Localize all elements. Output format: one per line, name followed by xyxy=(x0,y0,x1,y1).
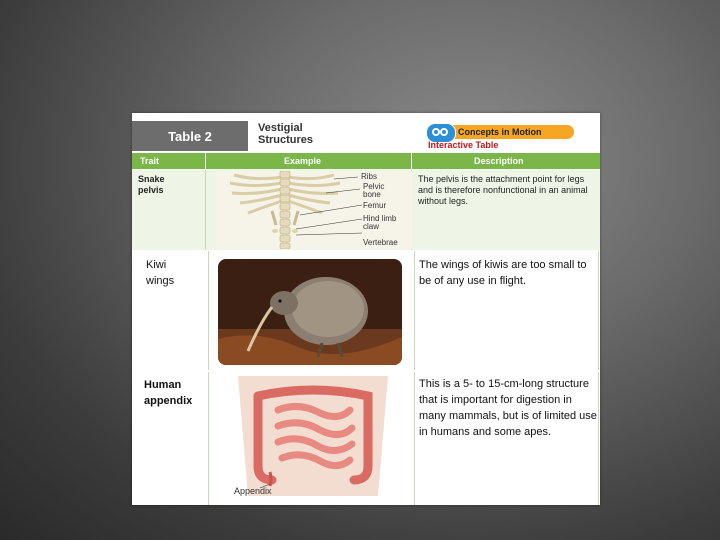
concepts-in-motion-label: Concepts in Motion xyxy=(458,127,542,137)
table-header xyxy=(132,113,600,153)
column-divider xyxy=(208,251,209,370)
svg-text:Hind limb: Hind limb xyxy=(363,214,397,223)
svg-text:Pelvic: Pelvic xyxy=(363,182,385,191)
trait-line: pelvis xyxy=(138,185,164,195)
trait-snake-pelvis xyxy=(138,174,165,196)
trait-human-appendix xyxy=(144,377,192,409)
trait-kiwi-wings xyxy=(146,257,174,289)
table-number-label: Table 2 xyxy=(132,121,248,151)
table-title-line2: Structures xyxy=(258,134,314,146)
snake-pelvis-illustration xyxy=(216,171,412,249)
description-kiwi-wings: The wings of kiwis are too small to be of any use in flight. xyxy=(419,259,587,287)
svg-text:Appendix: Appendix xyxy=(234,486,272,496)
svg-text:Ribs: Ribs xyxy=(361,172,378,181)
column-header-description: Description xyxy=(474,156,524,166)
concepts-in-motion-badge[interactable] xyxy=(428,125,574,139)
description-human-appendix: This is a 5- to 15-cm-long structure that is important for digestion in many mammals, but is of limited use in humans and some apes. xyxy=(419,378,597,438)
column-header-row xyxy=(132,153,600,169)
interactive-table-label: Interactive Table xyxy=(428,140,499,150)
column-divider xyxy=(414,372,415,505)
vestigial-structures-table xyxy=(132,113,600,505)
kiwi-bird-photo xyxy=(218,259,402,365)
human-intestine-illustration xyxy=(228,376,398,496)
column-divider xyxy=(205,170,206,250)
svg-text:claw: claw xyxy=(363,222,380,231)
column-divider xyxy=(208,372,209,505)
trait-line: Kiwi xyxy=(146,259,167,271)
column-divider xyxy=(205,153,206,169)
column-header-trait: Trait xyxy=(140,156,160,166)
table-row-human-appendix xyxy=(132,372,600,505)
trait-line: appendix xyxy=(144,395,193,407)
table-row-snake-pelvis xyxy=(132,170,600,250)
description-snake-pelvis: The pelvis is the attachment point for legs and is therefore nonfunctional in an animal without legs. xyxy=(418,174,588,206)
svg-text:bone: bone xyxy=(363,190,381,199)
table-title-line1: Vestigial xyxy=(258,122,303,134)
trait-line: wings xyxy=(146,275,175,287)
trait-line: Human xyxy=(144,379,182,391)
svg-text:Femur: Femur xyxy=(363,201,387,210)
table-row-kiwi-wings xyxy=(132,251,600,370)
table-title xyxy=(258,122,398,146)
trait-line: Snake xyxy=(138,174,165,184)
column-header-example: Example xyxy=(284,156,322,166)
svg-text:Vertebrae: Vertebrae xyxy=(363,238,398,247)
column-divider xyxy=(411,153,412,169)
column-divider xyxy=(414,251,415,370)
